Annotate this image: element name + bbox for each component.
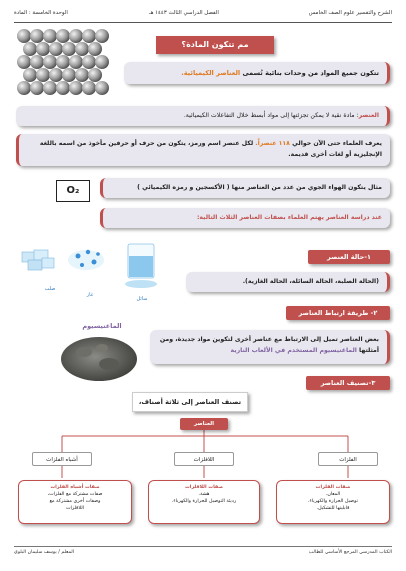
states-heading: ١-حالة العنصر [308,250,390,264]
atom-sphere [62,68,76,82]
atom-sphere [95,55,109,69]
nonmetals-card-title: صفات اللافلزات [184,485,223,490]
intro-text: تتكون جميع المواد من وحدات بنائية تُسمى [240,69,379,77]
atom-sphere [75,42,89,56]
nonmetals-card-line: هشة. [198,492,210,497]
magnesium-label: الماغنيسيوم [82,322,122,330]
atom-sphere [17,81,31,95]
footer-teacher: المعلم / يوسف سليمان البلوي [14,550,75,555]
bonding-highlight: الماغنيسيوم المستخدم في الألعاب النارية [230,347,357,354]
bonding-band [150,330,390,364]
page-footer [14,546,392,558]
atom-sphere [36,42,50,56]
metals-card-line: المعان. [325,492,341,497]
atom-sphere [56,29,70,43]
atom-sphere [75,68,89,82]
atom-sphere [69,29,83,43]
liquid-label: سائل [136,296,148,302]
atom-sphere [56,81,70,95]
ice-cubes-icon [22,250,54,270]
o2-symbol-box: O₂ [56,180,90,202]
atom-sphere [43,81,57,95]
definition-term: العنصر [358,112,379,119]
known-elements-part2: لكل عنصر اسم ورمز، يتكون من حرف أو حرفين مأخوذ من اسمه باللغة الإنجليزية أو لغات أخرى قديمة. [39,140,382,158]
atom-sphere [95,29,109,43]
intro-highlight: العناصر الكيميائية. [181,69,241,77]
metalloids-card-line: اللافلزات [65,506,85,511]
header-subject: الشرح والتفسير علوم الصف الخامس [308,10,392,16]
gas-cloud-icon [68,250,104,270]
classification-intro: تصنف العناصر إلى ثلاثة أصناف، [132,392,248,412]
atom-sphere [23,42,37,56]
metalloids-card-title: صفات أشباه الفلزات [50,485,100,490]
atom-sphere [17,55,31,69]
header-divider [14,22,392,23]
bonding-heading: ٢- طريقة ارتباط العناصر [286,306,390,320]
atom-sphere [82,29,96,43]
metalloids-card-line: وصفات أخرى مشتركة مع [49,499,101,504]
atom-sphere [88,68,102,82]
atom-sphere [49,42,63,56]
lesson-title: مم تتكون المادة؟ [156,36,274,54]
atom-sphere [43,29,57,43]
metalloids-card [18,480,132,524]
magnesium-image [54,332,144,386]
atom-sphere [30,55,44,69]
bonding-text: بعض العناصر تميل إلى الارتباط مع عناصر أخرى لتكوين مواد جديدة، ومن أمثلتها [159,336,379,354]
atom-sphere [49,68,63,82]
atom-sphere [43,55,57,69]
known-elements-part1: يعرف العلماء حتى الآن حوالي [289,140,382,147]
known-elements-highlight: ١١٨ عنصراً. [255,140,290,147]
metals-card-title: صفات الفلزات [315,485,351,490]
nonmetals-card-line: رديئة التوصيل للحرارة والكهرباء. [171,499,237,504]
states-band: (الحالة الصلبة، الحالة السائلة، الحالة الغازية). [186,272,390,292]
water-glass-icon [125,244,157,288]
metals-card-line: قابليتها للتشكيل. [316,506,350,511]
page-header [14,8,392,22]
example-label: مثال [367,184,382,191]
header-term: الفصل الدراسي الثالث ١٤٤٣ هـ [149,10,219,16]
footer-source: الكتاب المدرسي المرجع الأساسي للطالب [308,550,392,555]
gas-label: غاز [86,292,94,298]
metals-card [276,480,390,524]
root-node: العناصر [180,418,228,430]
classification-heading: ٣-تصنيف العناصر [306,376,390,390]
nonmetals-card [148,480,260,524]
atom-sphere [95,81,109,95]
atom-sphere [30,29,44,43]
example-text: يتكون الهواء الجوي من عدد من العناصر منها ( الأكسجين و رمزه الكيميائي ) [137,184,368,191]
atom-sphere [69,55,83,69]
atom-sphere [23,68,37,82]
metalloids-node: أشباه الفلزات [32,452,92,466]
atom-sphere [36,68,50,82]
solid-label: صلب [44,286,56,292]
example-band [100,178,390,198]
header-unit: الوحدة الخامسة : المادة [14,10,68,16]
atom-sphere [82,81,96,95]
metals-card-line: توصيل الحرارة والكهرباء. [308,499,358,504]
atom-sphere [88,42,102,56]
known-elements-band [16,134,390,166]
atom-sphere [56,55,70,69]
atoms-illustration [16,28,112,100]
metalloids-card-line: صفات مشتركة مع الفلزات، [47,492,103,497]
nonmetals-node: اللافلزات [174,452,234,466]
atom-sphere [62,42,76,56]
definition-band [16,106,390,126]
intro-band [124,62,390,84]
atom-sphere [82,55,96,69]
atom-sphere [69,81,83,95]
metals-node: الفلزات [318,452,378,466]
atom-sphere [30,81,44,95]
definition-text: : مادة نقية لا يمكن تجزئتها إلى مواد أبسط خلال التفاعلات الكيميائية. [183,112,359,119]
study-note-band: عند دراسة العناصر يهتم العلماء بصفات العناصر الثلاث التالية: [100,208,390,228]
atom-sphere [17,29,31,43]
